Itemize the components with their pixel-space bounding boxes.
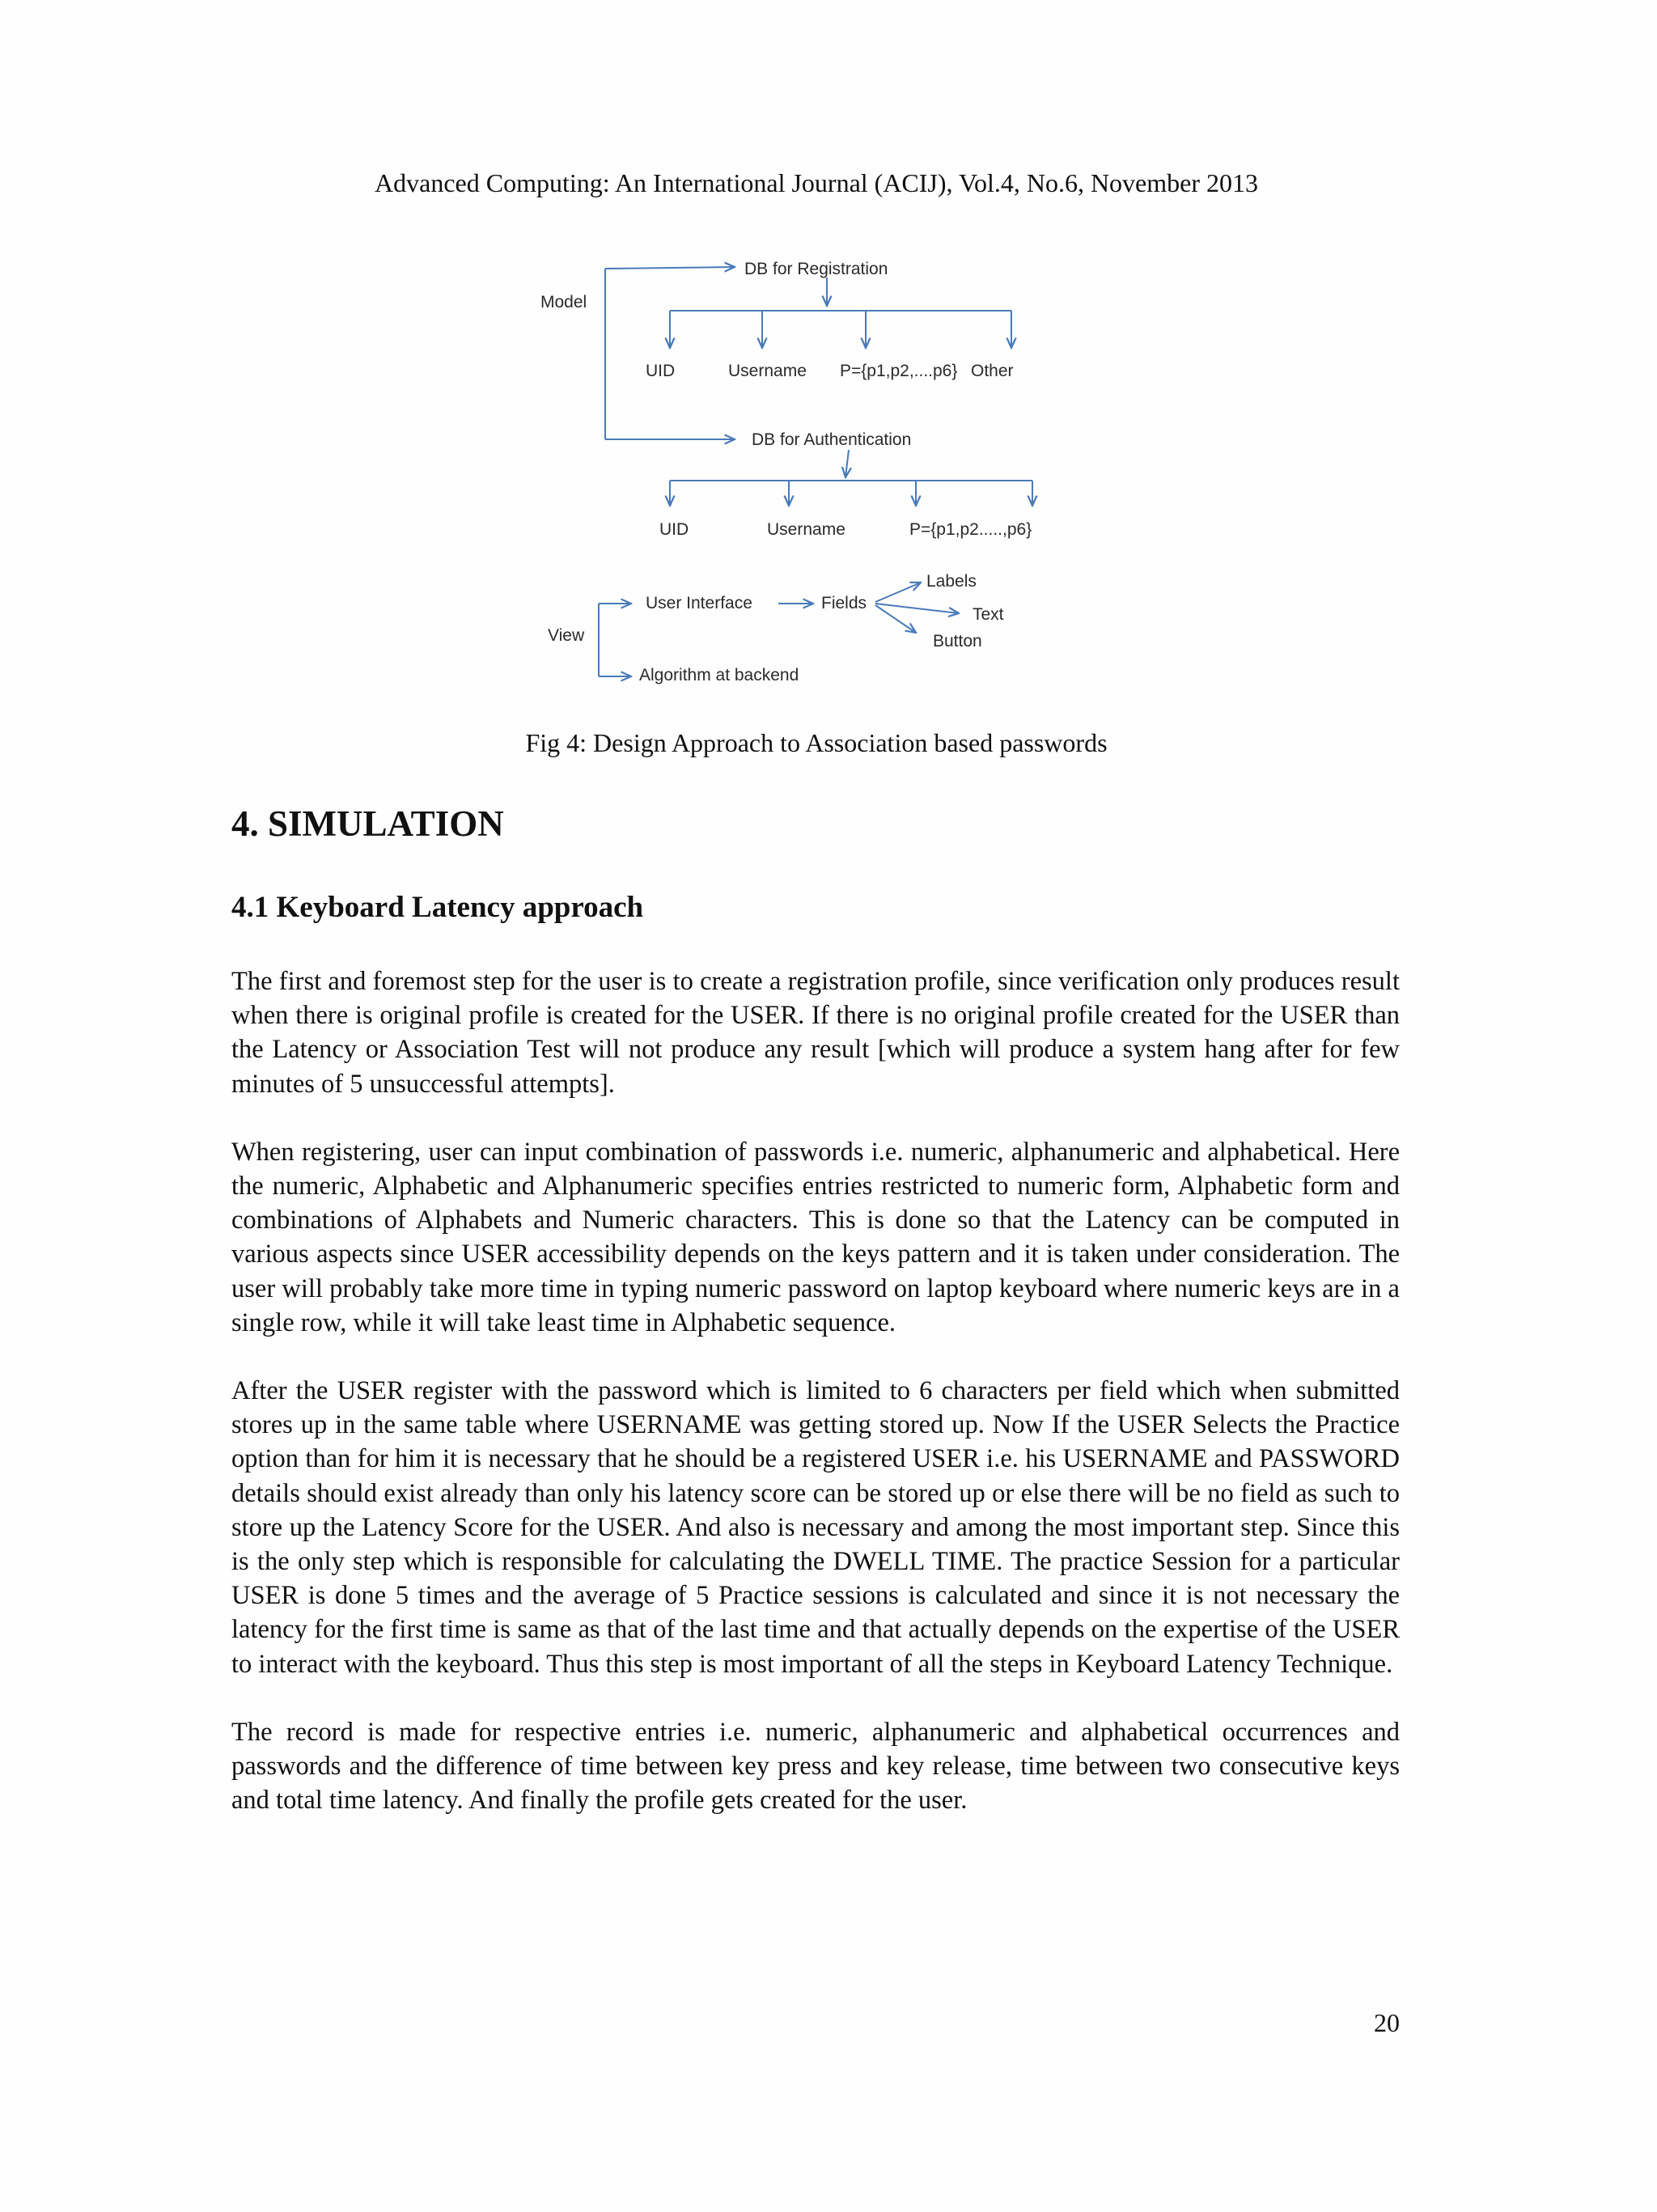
label-reg-other: Other <box>971 362 1014 380</box>
paragraph: The first and foremost step for the user is to create a registration profile, since verification only produces result when there is original profile is created for the USER. If there is no original profile created for the USER than the Latency or Association Test will not produce any result [which will produce a system hang after for few minutes of 5 unsuccessful attempts]. <box>231 967 1400 1099</box>
label-button: Button <box>933 632 982 650</box>
paragraph: After the USER register with the password which is limited to 6 characters per field which when submitted stores up in the same table where USERNAME was getting stored up. Now If the USER Selects the Practice option than for him it is necessary that he should be a registered USER i.e. his USERNAME and PASSWORD details should exist already than only his latency score can be stored up or else there will be no field as such to store up the Latency Score for the USER. And also is necessary and among the most important step. Since this is the only step which is responsible for calculating the DWELL TIME. The practice Session for a particular USER is done 5 times and the average of 5 Practice sessions is calculated and since it is not necessary the latency for the first time is same as that of the last time and that actually depends on the expertise of the USER to interact with the keyboard. Thus this step is most important of all the steps in Keyboard Latency Technique. <box>231 1376 1400 1679</box>
section-title: 4. SIMULATION <box>231 803 504 844</box>
arrow-to-button <box>875 605 916 633</box>
arrow-authentication-down <box>845 450 849 477</box>
subsection-title: 4.1 Keyboard Latency approach <box>231 891 644 924</box>
section-body <box>231 964 1400 1851</box>
page-number: 20 <box>1374 2008 1400 2037</box>
label-reg-uid: UID <box>646 362 676 380</box>
design-approach-diagram <box>518 243 1068 704</box>
label-db-authentication: DB for Authentication <box>752 430 912 449</box>
label-reg-p: P={p1,p2,....p6} <box>840 362 958 380</box>
running-header: Advanced Computing: An International Journal (ACIJ), Vol.4, No.6, November 2013 <box>375 168 1258 197</box>
paragraph: When registering, user can input combination of passwords i.e. numeric, alphanumeric and alphabetical. Here the numeric, Alphabetic and Alphanumeric specifies entries restricted to numeric form, Alphabetic form and combinations of Alphabets and Numeric characters. This is done so that the Latency can be computed in various aspects since USER accessibility depends on the keys pattern and it is taken under consideration. The user will probably take more time in typing numeric password on laptop keyboard where numeric keys are in a single row, while it will take least time in Alphabetic sequence. <box>231 1137 1400 1337</box>
label-fields: Fields <box>821 594 867 612</box>
label-model: Model <box>540 293 587 311</box>
figure-caption: Fig 4: Design Approach to Association based passwords <box>525 728 1108 757</box>
arrow-to-text <box>875 604 959 613</box>
label-algorithm: Algorithm at backend <box>639 666 799 684</box>
label-auth-username: Username <box>767 520 845 539</box>
label-user-interface: User Interface <box>646 594 752 612</box>
label-text: Text <box>973 605 1004 624</box>
arrow-to-db-registration <box>605 267 735 269</box>
label-labels: Labels <box>926 572 977 591</box>
paragraph: The record is made for respective entries i.e. numeric, alphanumeric and alphabetical occurrences and passwords and the difference of time between key press and key release, time between two consecutive keys and total time latency. And finally the profile gets created for the user. <box>231 1717 1400 1816</box>
design-approach-figure <box>518 243 1068 704</box>
label-view: View <box>548 626 585 645</box>
label-db-registration: DB for Registration <box>744 260 888 278</box>
label-auth-uid: UID <box>659 520 689 539</box>
arrow-to-labels <box>875 583 921 602</box>
diagram-connectors <box>599 267 1032 676</box>
label-auth-p: P={p1,p2.....,p6} <box>909 520 1032 539</box>
label-reg-username: Username <box>728 362 807 380</box>
